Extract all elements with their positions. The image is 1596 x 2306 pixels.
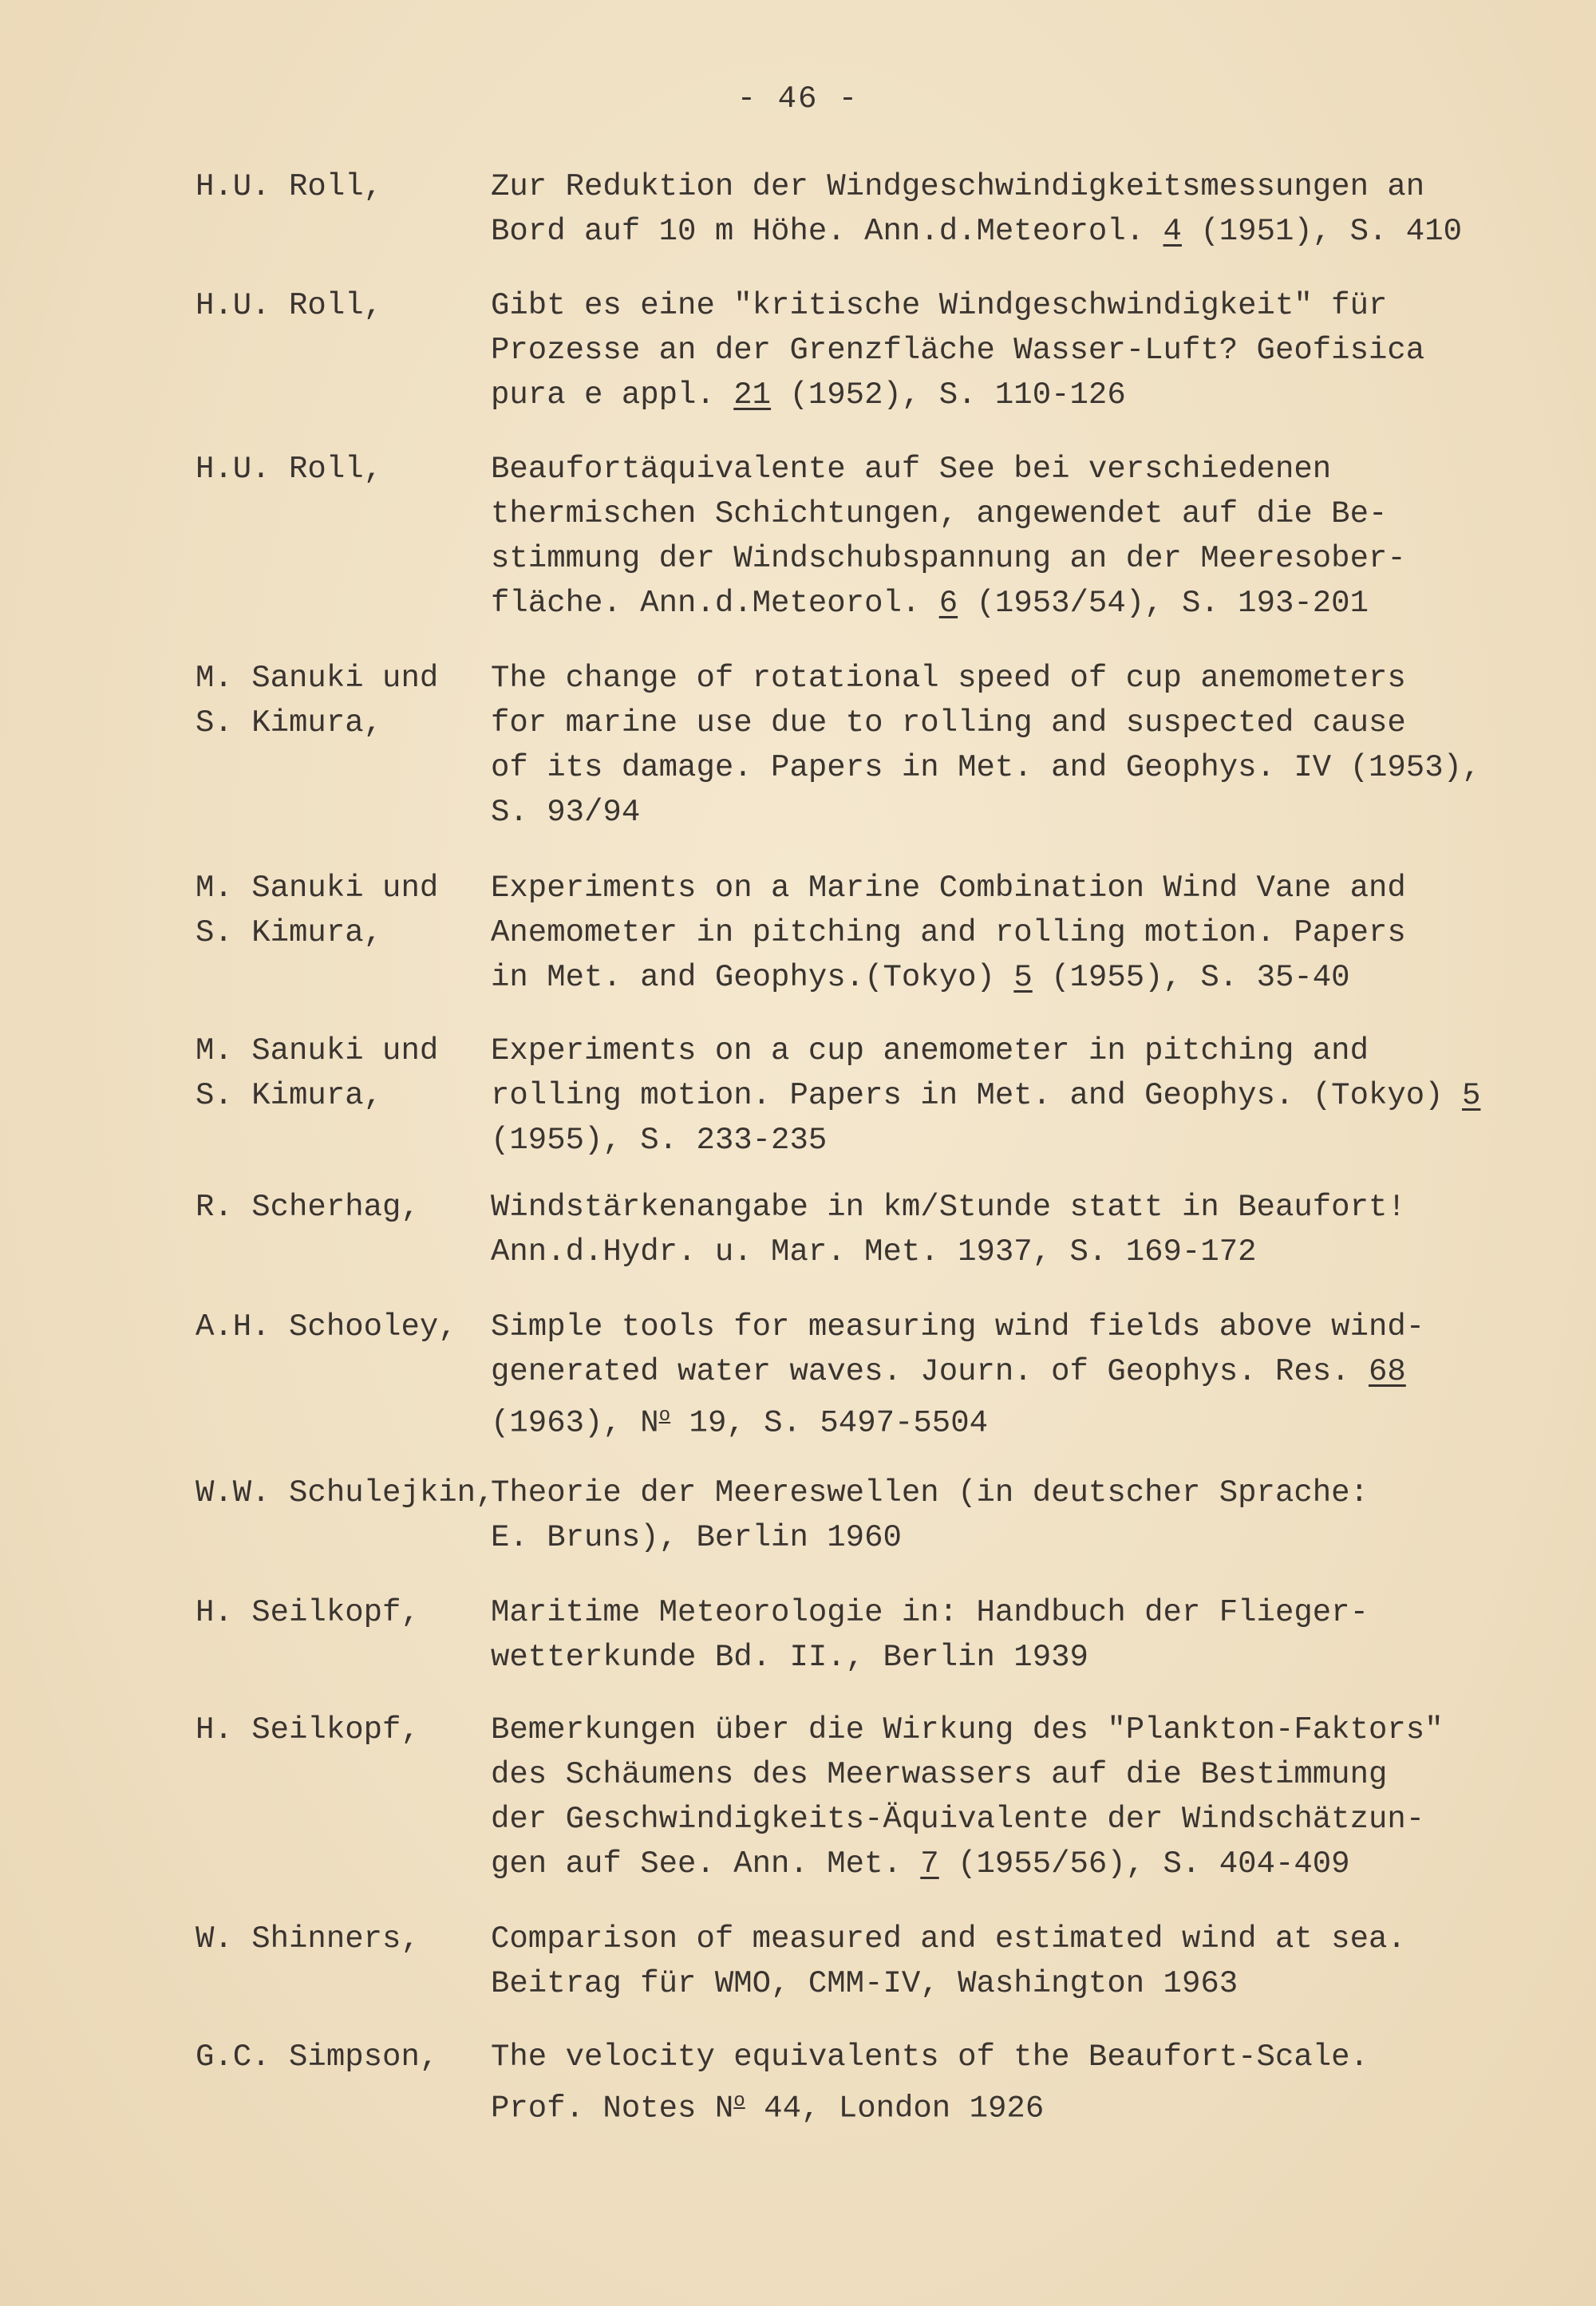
reference-text — [491, 1590, 1480, 1680]
page-number: - 46 - — [737, 81, 859, 116]
reference-line: Experiments on a Marine Combination Wind Vane and — [491, 871, 1406, 906]
author-line: G.C. Simpson, — [196, 2039, 439, 2075]
reference-line: Gibt es eine "kritische Windgeschwindigkeit" für — [491, 288, 1388, 323]
author-line: W.W. Schulejkin, — [196, 1475, 495, 1510]
author-line: H. Seilkopf, — [196, 1595, 420, 1630]
reference-text — [491, 1471, 1480, 1560]
reference-line: The velocity equivalents of the Beaufort-Scale. — [491, 2039, 1369, 2075]
reference-line: Theorie der Meereswellen (in deutscher Sprache: — [491, 1475, 1369, 1510]
reference-line: Anemometer in pitching and rolling motion. Papers — [491, 915, 1406, 950]
volume-number: 68 — [1368, 1354, 1406, 1389]
volume-number: 5 — [1462, 1078, 1481, 1113]
author-line: R. Scherhag, — [196, 1190, 420, 1225]
author-line: S. Kimura, — [196, 705, 383, 740]
reference-author — [196, 283, 491, 328]
author-line: S. Kimura, — [196, 915, 383, 950]
reference-author — [196, 866, 491, 955]
reference-line: Windstärkenangabe in km/Stunde statt in Beaufort! — [491, 1190, 1406, 1225]
reference-line: Comparison of measured and estimated wind at sea. — [491, 1921, 1406, 1957]
reference-line: fläche. Ann.d.Meteorol. 6 (1953/54), S. 193-201 — [491, 586, 1369, 621]
reference-author — [196, 1305, 491, 1349]
volume-number: 5 — [1013, 960, 1033, 995]
reference-line: of its damage. Papers in Met. and Geophys. IV (1953), — [491, 750, 1481, 785]
reference-author — [196, 447, 491, 492]
reference-line: in Met. and Geophys.(Tokyo) 5 (1955), S. 35-40 — [491, 960, 1350, 995]
reference-line: The change of rotational speed of cup anemometers — [491, 661, 1406, 696]
reference-text — [491, 283, 1480, 417]
reference-author — [196, 1708, 491, 1752]
author-line: M. Sanuki und — [196, 1033, 439, 1068]
reference-line: Prozesse an der Grenzfläche Wasser-Luft? Geofisica — [491, 333, 1425, 368]
reference-line: Ann.d.Hydr. u. Mar. Met. 1937, S. 169-172 — [491, 1234, 1257, 1269]
reference-line: Beaufortäquivalente auf See bei verschiedenen — [491, 452, 1332, 487]
reference-author — [196, 164, 491, 209]
author-line: H. Seilkopf, — [196, 1712, 420, 1747]
reference-text — [491, 1917, 1480, 2006]
reference-line: Experiments on a cup anemometer in pitching and — [491, 1033, 1369, 1068]
reference-line: der Geschwindigkeits-Äquivalente der Windschätzun- — [491, 1802, 1425, 1837]
reference-line: (1963), $N^o$ 19, S. 5497-5504 — [491, 1405, 989, 1441]
reference-line: Bord auf 10 m Höhe. Ann.d.Meteorol. 4 (1951), S. 410 — [491, 214, 1463, 249]
reference-author — [196, 1471, 495, 1515]
reference-line: des Schäumens des Meerwassers auf die Bestimmung — [491, 1757, 1388, 1792]
reference-line: stimmung der Windschubspannung an der Meeresober- — [491, 541, 1406, 576]
reference-author — [196, 1029, 491, 1118]
reference-line: Zur Reduktion der Windgeschwindigkeitsmessungen an — [491, 169, 1425, 204]
reference-line: rolling motion. Papers in Met. and Geophys. (Tokyo) 5 — [491, 1078, 1481, 1113]
reference-text — [491, 2035, 1480, 2124]
reference-text — [491, 447, 1480, 626]
reference-line: (1955), S. 233-235 — [491, 1123, 828, 1158]
reference-line: Maritime Meteorologie in: Handbuch der Flieger- — [491, 1595, 1369, 1630]
author-line: M. Sanuki und — [196, 661, 439, 696]
author-line: H.U. Roll, — [196, 169, 383, 204]
reference-text — [491, 1029, 1480, 1163]
volume-number: 21 — [733, 377, 772, 413]
reference-author — [196, 2035, 491, 2079]
volume-number: 6 — [938, 586, 958, 621]
reference-line: for marine use due to rolling and suspected cause — [491, 705, 1406, 740]
author-line: H.U. Roll, — [196, 288, 383, 323]
numero-superscript: o — [658, 1405, 671, 1427]
reference-line: Prof. Notes $N^o$ 44, London 1926 — [491, 2091, 1045, 2126]
reference-text — [491, 656, 1480, 835]
reference-line: wetterkunde Bd. II., Berlin 1939 — [491, 1640, 1088, 1675]
author-line: S. Kimura, — [196, 1078, 383, 1113]
reference-author — [196, 656, 491, 745]
reference-text — [491, 1185, 1480, 1274]
reference-line: Bemerkungen über die Wirkung des "Plankton-Faktors" — [491, 1712, 1444, 1747]
reference-line: generated water waves. Journ. of Geophys. Res. 68 — [491, 1354, 1406, 1389]
author-line: A.H. Schooley, — [196, 1309, 457, 1345]
numero-superscript: o — [733, 2091, 745, 2112]
author-line: M. Sanuki und — [196, 871, 439, 906]
reference-author — [196, 1917, 491, 1961]
author-line: W. Shinners, — [196, 1921, 420, 1957]
reference-text — [491, 164, 1480, 254]
reference-author — [196, 1185, 491, 1230]
reference-text — [491, 1305, 1480, 1439]
reference-text — [491, 1708, 1480, 1886]
volume-number: 7 — [920, 1846, 939, 1882]
author-line: H.U. Roll, — [196, 452, 383, 487]
reference-line: E. Bruns), Berlin 1960 — [491, 1520, 902, 1555]
reference-line: thermischen Schichtungen, angewendet auf die Be- — [491, 496, 1388, 531]
volume-number: 4 — [1163, 214, 1182, 249]
reference-text — [491, 866, 1480, 1000]
reference-line: pura e appl. 21 (1952), S. 110-126 — [491, 377, 1126, 413]
reference-line: S. 93/94 — [491, 795, 641, 830]
reference-author — [196, 1590, 491, 1635]
reference-line: Beitrag für WMO, CMM-IV, Washington 1963 — [491, 1966, 1238, 2001]
reference-line: Simple tools for measuring wind fields above wind- — [491, 1309, 1425, 1345]
reference-line: gen auf See. Ann. Met. 7 (1955/56), S. 404-409 — [491, 1846, 1350, 1882]
